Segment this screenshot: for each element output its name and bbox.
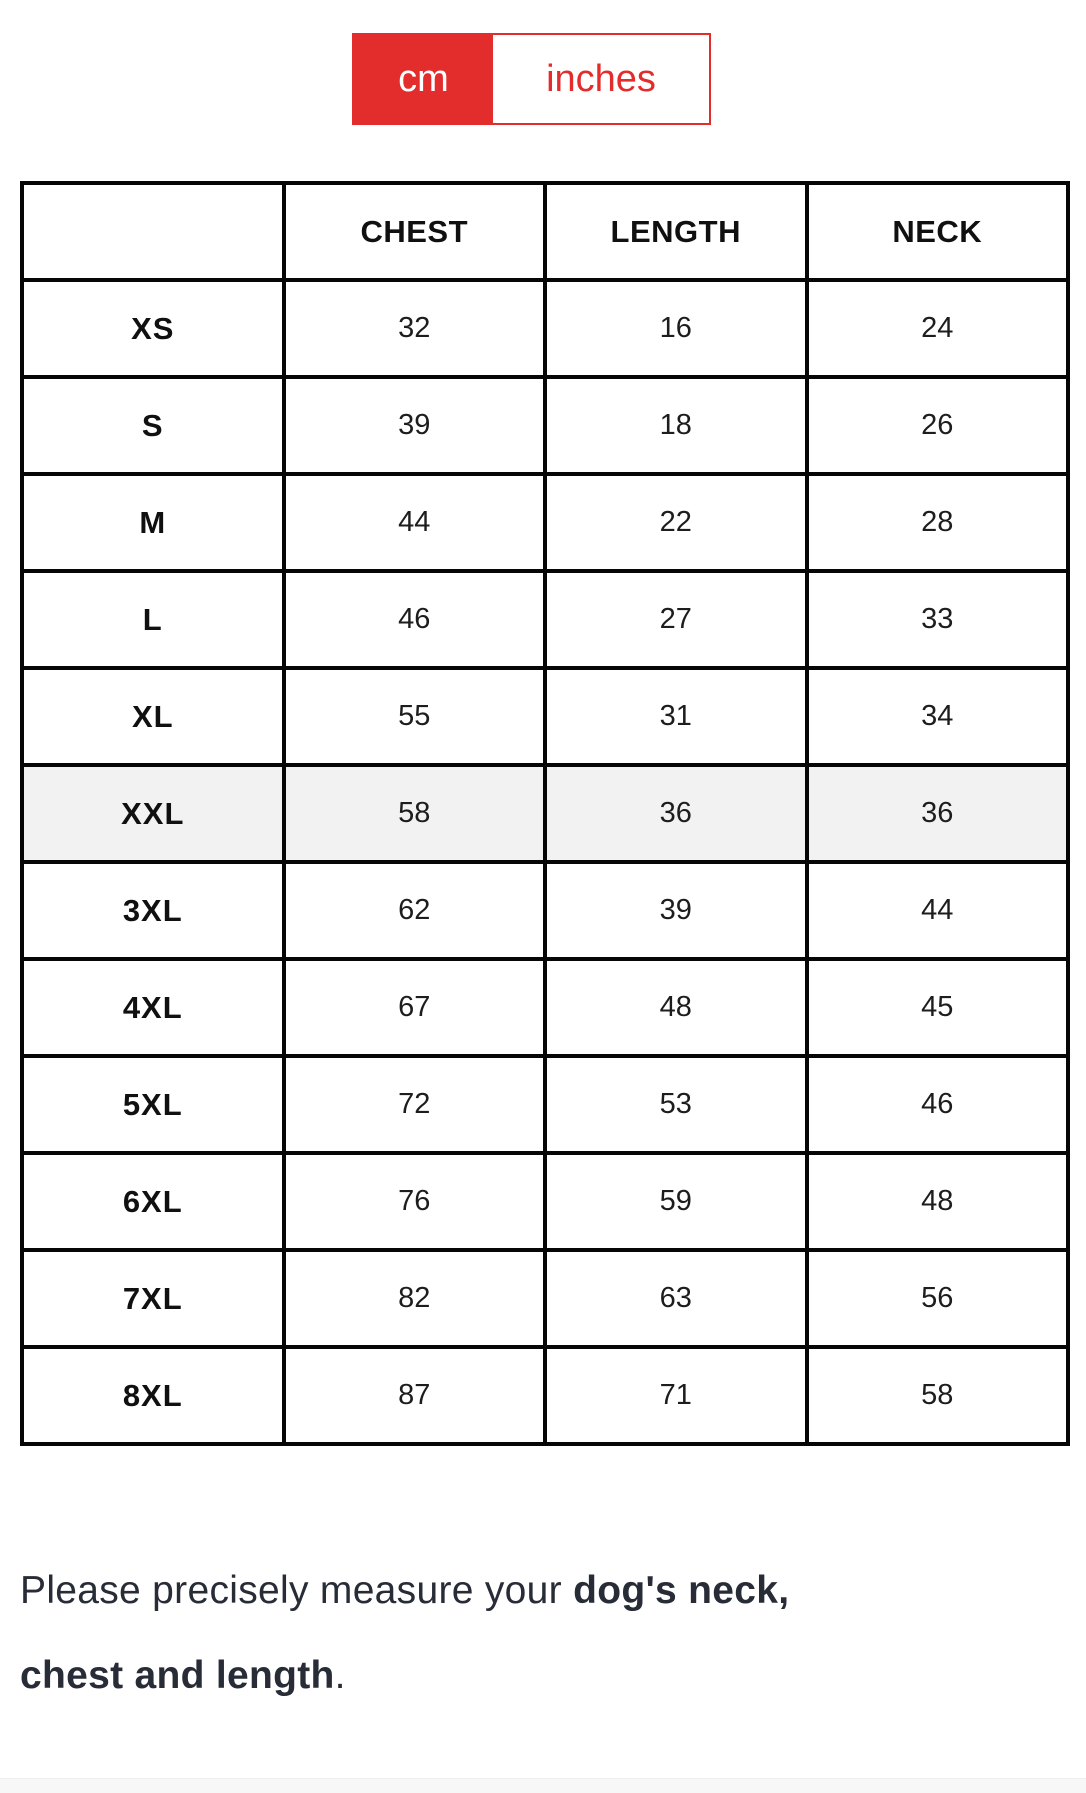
length-value: 31 — [545, 668, 807, 765]
chest-value: 76 — [284, 1153, 546, 1250]
size-label: XS — [22, 280, 284, 377]
chest-value: 32 — [284, 280, 546, 377]
length-value: 71 — [545, 1347, 807, 1444]
length-value: 36 — [545, 765, 807, 862]
bottom-section-divider — [0, 1778, 1086, 1793]
note-bold-text-2: chest and length — [20, 1654, 335, 1698]
measurement-note — [20, 1548, 1070, 1718]
length-value: 59 — [545, 1153, 807, 1250]
chest-value: 39 — [284, 377, 546, 474]
unit-toggle — [352, 33, 711, 125]
size-label: 8XL — [22, 1347, 284, 1444]
table-row-5xl — [22, 1056, 1068, 1153]
neck-value: 46 — [807, 1056, 1069, 1153]
neck-value: 33 — [807, 571, 1069, 668]
size-label: 6XL — [22, 1153, 284, 1250]
size-label: M — [22, 474, 284, 571]
length-value: 48 — [545, 959, 807, 1056]
column-header-neck: NECK — [807, 183, 1069, 280]
length-value: 53 — [545, 1056, 807, 1153]
corner-cell — [22, 183, 284, 280]
size-chart-table — [20, 181, 1070, 1446]
neck-value: 48 — [807, 1153, 1069, 1250]
note-bold-text-1: dog's neck, — [573, 1569, 790, 1612]
header-row — [22, 183, 1068, 280]
length-value: 63 — [545, 1250, 807, 1347]
note-normal-text: Please precisely measure your — [20, 1569, 574, 1612]
chest-value: 55 — [284, 668, 546, 765]
table-row-s — [22, 377, 1068, 474]
neck-value: 34 — [807, 668, 1069, 765]
chest-value: 58 — [284, 765, 546, 862]
table-row-xs — [22, 280, 1068, 377]
table-row-8xl — [22, 1347, 1068, 1444]
table-row-6xl — [22, 1153, 1068, 1250]
neck-value: 45 — [807, 959, 1069, 1056]
neck-value: 58 — [807, 1347, 1069, 1444]
length-value: 27 — [545, 571, 807, 668]
length-value: 39 — [545, 862, 807, 959]
size-label: 5XL — [22, 1056, 284, 1153]
column-header-length: LENGTH — [545, 183, 807, 280]
chest-value: 62 — [284, 862, 546, 959]
note-period: . — [334, 1654, 346, 1698]
column-header-chest: CHEST — [284, 183, 546, 280]
neck-value: 44 — [807, 862, 1069, 959]
inches-toggle-button[interactable]: inches — [493, 35, 709, 123]
size-label: 4XL — [22, 959, 284, 1056]
chest-value: 72 — [284, 1056, 546, 1153]
chest-value: 67 — [284, 959, 546, 1056]
size-label: 7XL — [22, 1250, 284, 1347]
table-row-3xl — [22, 862, 1068, 959]
table-row-xxl-highlighted — [22, 765, 1068, 862]
table-row-l — [22, 571, 1068, 668]
chest-value: 87 — [284, 1347, 546, 1444]
neck-value: 56 — [807, 1250, 1069, 1347]
chest-value: 46 — [284, 571, 546, 668]
length-value: 18 — [545, 377, 807, 474]
neck-value: 26 — [807, 377, 1069, 474]
size-label: XL — [22, 668, 284, 765]
neck-value: 36 — [807, 765, 1069, 862]
chest-value: 44 — [284, 474, 546, 571]
table-row-4xl — [22, 959, 1068, 1056]
neck-value: 24 — [807, 280, 1069, 377]
cm-toggle-button[interactable]: cm — [354, 35, 493, 123]
length-value: 22 — [545, 474, 807, 571]
chest-value: 82 — [284, 1250, 546, 1347]
table-row-xl — [22, 668, 1068, 765]
size-label: 3XL — [22, 862, 284, 959]
size-label: XXL — [22, 765, 284, 862]
neck-value: 28 — [807, 474, 1069, 571]
size-label: S — [22, 377, 284, 474]
table-row-m — [22, 474, 1068, 571]
length-value: 16 — [545, 280, 807, 377]
size-label: L — [22, 571, 284, 668]
table-row-7xl — [22, 1250, 1068, 1347]
